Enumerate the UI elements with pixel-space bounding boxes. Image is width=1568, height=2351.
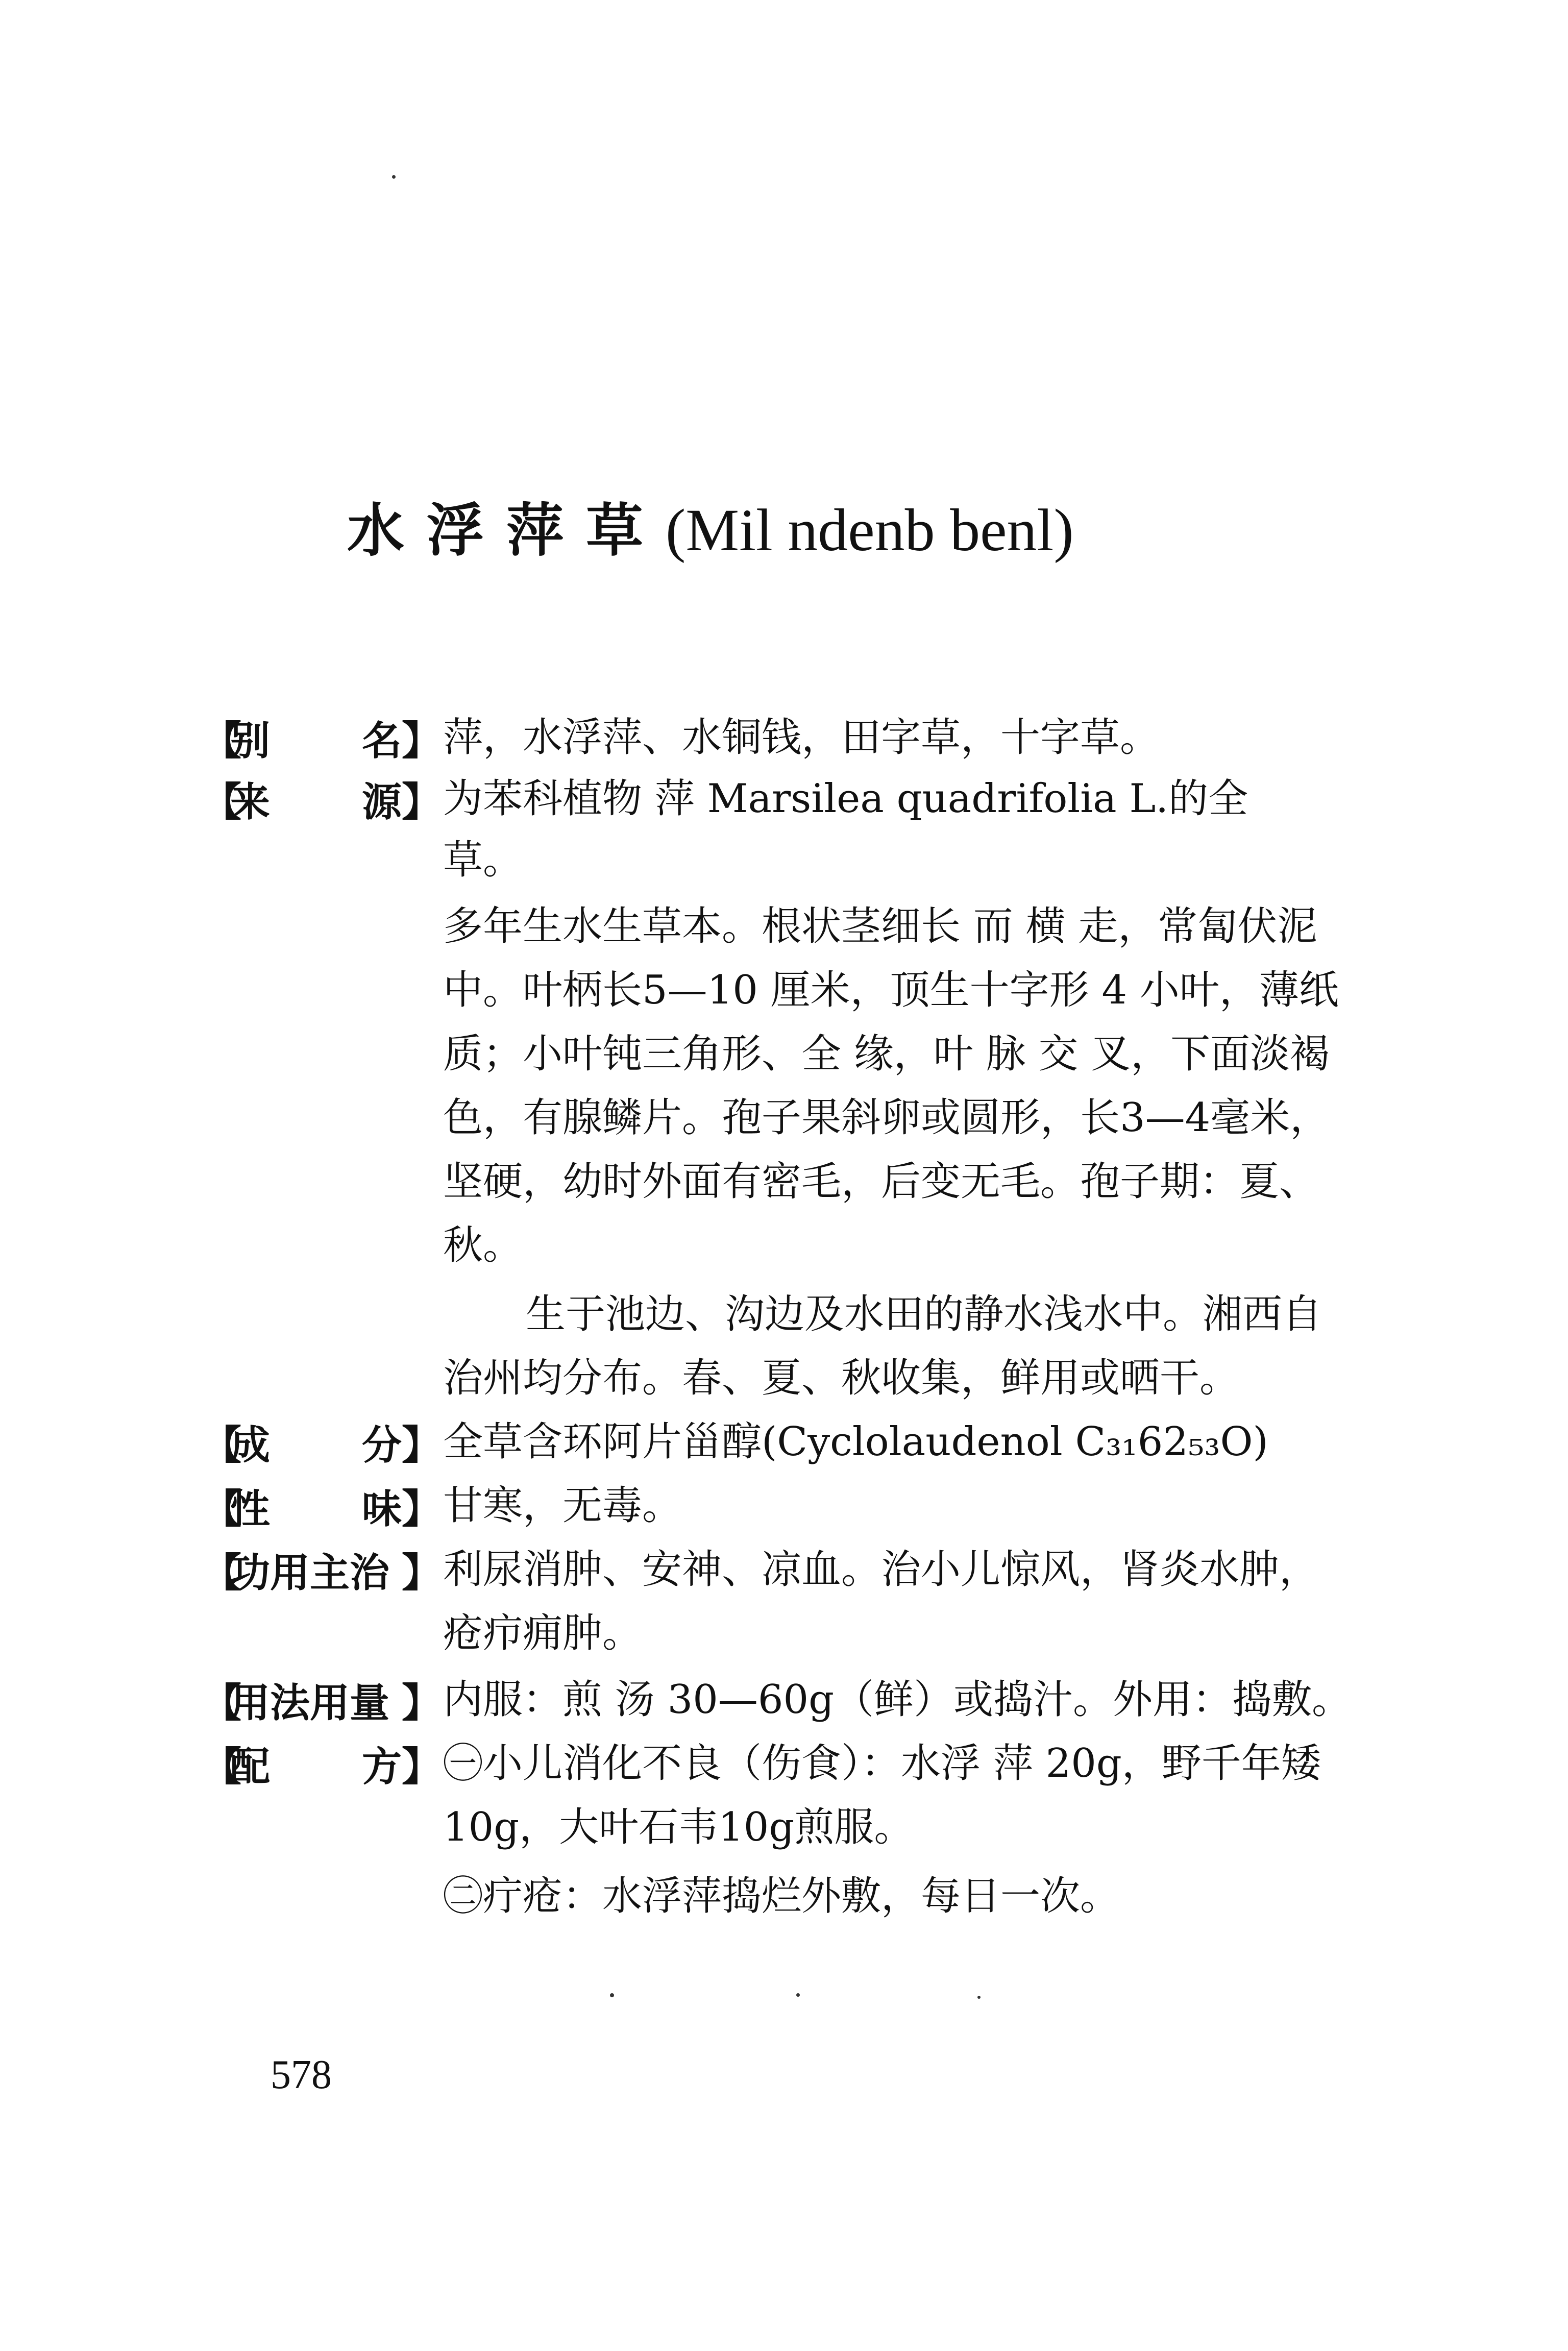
label-composition bbox=[202, 1416, 442, 1467]
entry-line: 为苯科植物 萍 Marsilea quadrifolia L.的全 bbox=[443, 776, 1248, 822]
label-text: 功用主治 bbox=[230, 1550, 390, 1596]
bracket-left: 【 bbox=[202, 1486, 242, 1532]
entry-line: 萍，水浮萍、水铜钱，田字草，十字草。 bbox=[443, 715, 1160, 761]
bracket-left: 【 bbox=[202, 718, 242, 764]
label-char: 配 bbox=[230, 1744, 271, 1790]
label-char: 名 bbox=[361, 718, 402, 764]
bracket-right: 】 bbox=[401, 1680, 442, 1726]
bracket-right: 】 bbox=[401, 1744, 442, 1790]
label-text bbox=[230, 770, 402, 827]
label-char: 别 bbox=[230, 718, 271, 764]
page-title bbox=[347, 485, 1074, 567]
label-dosage bbox=[202, 1674, 442, 1725]
bracket-left: 【 bbox=[202, 779, 242, 825]
scan-speck bbox=[610, 1993, 614, 1997]
label-text bbox=[230, 709, 402, 766]
label-prescription bbox=[202, 1738, 442, 1789]
entry-line: ㊀小儿消化不良（伤食）：水浮 萍 20g，野千年矮 bbox=[443, 1741, 1321, 1786]
bracket-right: 】 bbox=[401, 1423, 442, 1468]
title-chinese: 水浮萍草 bbox=[347, 498, 666, 564]
label-char: 方 bbox=[361, 1744, 402, 1790]
bracket-left: 【 bbox=[202, 1680, 242, 1726]
entry-line: 利尿消肿、安神、凉血。治小儿惊风，肾炎水肿， bbox=[443, 1547, 1319, 1593]
entry-line: 疮疖痈肿。 bbox=[443, 1610, 643, 1656]
title-latin: (Mil ndenb benl) bbox=[666, 497, 1074, 564]
entry-line: 色，有腺鳞片。孢子果斜卵或圆形，长3—4毫米， bbox=[443, 1095, 1330, 1141]
entry-line: 草。 bbox=[443, 837, 523, 883]
bracket-right: 】 bbox=[401, 1550, 442, 1596]
entry-line: 坚硬，幼时外面有密毛，后变无毛。孢子期：夏、 bbox=[443, 1159, 1319, 1205]
bracket-right: 】 bbox=[401, 1486, 442, 1532]
entry-line: 多年生水生草本。根状茎细长 而 横 走，常匐伏泥 bbox=[443, 903, 1317, 949]
label-source bbox=[202, 773, 442, 824]
label-indications bbox=[202, 1544, 442, 1595]
label-nature bbox=[202, 1480, 442, 1531]
entry-line: 质；小叶钝三角形、全 缘，叶 脉 交 叉，下面淡褐 bbox=[443, 1031, 1330, 1077]
entry-line: 秋。 bbox=[443, 1222, 523, 1268]
label-char: 味 bbox=[361, 1486, 402, 1532]
label-char: 分 bbox=[361, 1423, 402, 1468]
entry-line: 生于池边、沟边及水田的静水浅水中。湘西自 bbox=[526, 1291, 1322, 1337]
label-text: 用法用量 bbox=[230, 1680, 390, 1726]
scan-speck bbox=[392, 175, 396, 179]
label-text bbox=[230, 1477, 402, 1534]
label-char: 源 bbox=[361, 779, 402, 825]
entry-line: 治州均分布。春、夏、秋收集，鲜用或晒干。 bbox=[443, 1355, 1240, 1401]
label-alias bbox=[202, 712, 442, 763]
label-text bbox=[230, 1735, 402, 1792]
scan-speck bbox=[977, 1996, 981, 1999]
entry-line: 内服：煎 汤 30—60g（鲜）或捣汁。外用：捣敷。 bbox=[443, 1677, 1352, 1723]
bracket-left: 【 bbox=[202, 1550, 242, 1596]
label-char: 来 bbox=[230, 779, 271, 825]
bracket-left: 【 bbox=[202, 1744, 242, 1790]
entry-line: ㊁疔疮：水浮萍捣烂外敷，每日一次。 bbox=[443, 1873, 1120, 1919]
entry-line: 甘寒，无毒。 bbox=[443, 1483, 682, 1529]
entry-line: 全草含环阿片甾醇(Cyclolaudenol C₃₁62₅₃O) bbox=[443, 1419, 1268, 1465]
scan-speck bbox=[796, 1993, 800, 1997]
entry-line: 中。叶柄长5—10 厘米，顶生十字形 4 小叶，薄纸 bbox=[443, 967, 1339, 1013]
bracket-left: 【 bbox=[202, 1423, 242, 1468]
bracket-right: 】 bbox=[401, 718, 442, 764]
label-char: 成 bbox=[230, 1423, 271, 1468]
label-text bbox=[230, 1413, 402, 1471]
bracket-right: 】 bbox=[401, 779, 442, 825]
page-number: 578 bbox=[271, 2052, 332, 2097]
label-char: 性 bbox=[230, 1486, 271, 1532]
entry-line: 10g，大叶石韦10g煎服。 bbox=[443, 1804, 914, 1850]
